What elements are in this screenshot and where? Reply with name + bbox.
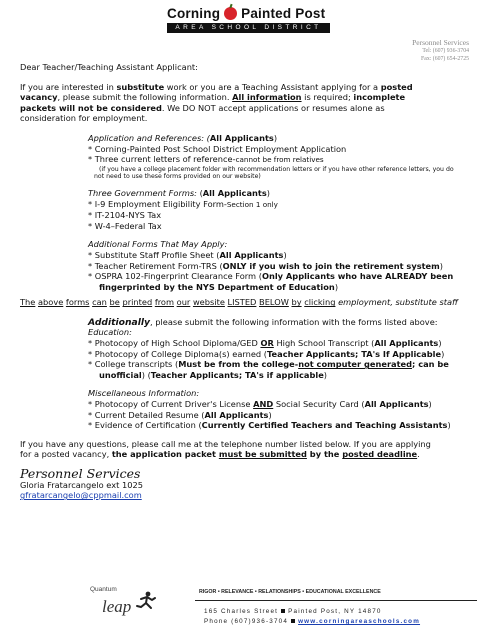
district-logo xyxy=(167,6,325,21)
additionally-section xyxy=(20,317,480,431)
district-website-link[interactable]: www.corningareaschools.com xyxy=(298,618,421,625)
leaping-figure-icon xyxy=(135,591,157,611)
letter-body xyxy=(20,62,480,501)
misc-item-3: * Evidence of Certification (Currently Certified Teachers and Teaching Assistants) xyxy=(88,420,451,431)
misc-heading: Miscellaneous Information: xyxy=(88,388,200,399)
education-item-1: * Photocopy of High School Diploma/GED OR High School Transcript (All Applicants) xyxy=(88,338,442,349)
personnel-services-block xyxy=(412,39,469,63)
misc-item-2: * Current Detailed Resume (All Applicants) xyxy=(88,409,272,420)
additional-item-3-cont: fingerprinted by the NYS Department of Education) xyxy=(99,281,339,292)
square-bullet-icon xyxy=(281,609,285,613)
apps-item-1: * Corning-Painted Post School District Employment Application xyxy=(88,143,347,154)
education-heading: Education: xyxy=(88,327,132,338)
forms-website-line: The above forms can be printed from our website LISTED BELOW by clicking employment, substitute staff xyxy=(20,297,458,308)
dept-name: Personnel Services xyxy=(412,38,469,47)
signature-email-link[interactable]: gfratarcangelo@cppmail.com xyxy=(20,490,142,501)
apple-icon xyxy=(224,7,237,20)
footer-rule xyxy=(195,600,477,601)
logo-corning-text: Corning xyxy=(167,6,221,21)
additional-heading: Additional Forms That May Apply: xyxy=(88,239,228,250)
misc-item-1: * Photocopy of Current Driver's License AND Social Security Card (All Applicants) xyxy=(88,399,432,410)
gov-heading: Three Government Forms: (All Applicants) xyxy=(88,187,270,198)
gov-item-2: * IT-2104-NYS Tax xyxy=(88,210,162,221)
closing-paragraph: If you have any questions, please call me at the telephone number listed below. If you are applying for a posted vacancy, the application packet must be submitted by the posted deadline. xyxy=(20,438,431,460)
additional-item-3: * OSPRA 102-Fingerprint Clearance Form (Only Applicants who have ALREADY been xyxy=(88,271,454,282)
logo-painted-post-text: Painted Post xyxy=(241,6,326,21)
footer-tagline: RIGOR • RELEVANCE • RELATIONSHIPS • EDUCATIONAL EXCELLENCE xyxy=(199,589,381,595)
applications-heading: Application and References: (All Applicants) xyxy=(88,132,278,143)
intro-paragraph: If you are interested in substitute work or you are a Teaching Assistant applying for a posted vacancy, please submit the following information. All information is required; incomplete packets will not be considered. We DO NOT accept applications or resumes alone as consideration for employment. xyxy=(20,81,413,124)
education-item-2: * Photocopy of College Diploma(s) earned (Teacher Applicants; TA's If Applicable) xyxy=(88,348,445,359)
footer-phone-line: Phone (607)936-3704 www.corningareaschools.com xyxy=(204,618,421,625)
additionally-intro: Additionally, please submit the following information with the forms listed above: xyxy=(88,316,438,328)
education-item-3-cont: unofficial) (Teacher Applicants; TA's if applicable) xyxy=(99,369,328,380)
salutation: Dear Teacher/Teaching Assistant Applicant: xyxy=(20,62,198,72)
signature-name: Gloria Fratarcangelo ext 1025 xyxy=(20,479,143,490)
apps-note-2: not need to use these forms provided on our website) xyxy=(94,173,261,181)
gov-item-1: * I-9 Employment Eligibility Form-Section 1 only xyxy=(88,198,278,209)
square-bullet-icon xyxy=(291,619,295,623)
signature-block xyxy=(20,466,480,501)
apps-item-2: * Three current letters of reference-cannot be from relatives xyxy=(88,154,324,165)
dept-fax: Fax: (607) 654-2725 xyxy=(421,56,469,62)
applications-section xyxy=(20,133,480,166)
logo-band: AREA SCHOOL DISTRICT xyxy=(167,23,330,33)
apps-note-1: (if you have a college placement folder with recommendation letters or if you have other reference letters, you do xyxy=(99,165,454,173)
education-item-3: * College transcripts (Must be from the college-not computer generated; can be xyxy=(88,359,449,370)
quantum-text: Quantum xyxy=(90,586,117,593)
footer-address: 165 Charles Street Painted Post, NY 14870 xyxy=(204,608,382,615)
additional-item-2: * Teacher Retirement Form-TRS (ONLY if you wish to join the retirement system) xyxy=(88,260,443,271)
gov-item-3: * W-4–Federal Tax xyxy=(88,220,162,231)
signature-title: Personnel Services xyxy=(20,466,141,481)
leap-text: leap xyxy=(102,597,132,616)
additional-item-1: * Substitute Staff Profile Sheet (All Applicants) xyxy=(88,249,287,260)
government-forms-section xyxy=(20,188,480,292)
dept-tel: Tel: (607) 936-3704 xyxy=(422,48,469,54)
